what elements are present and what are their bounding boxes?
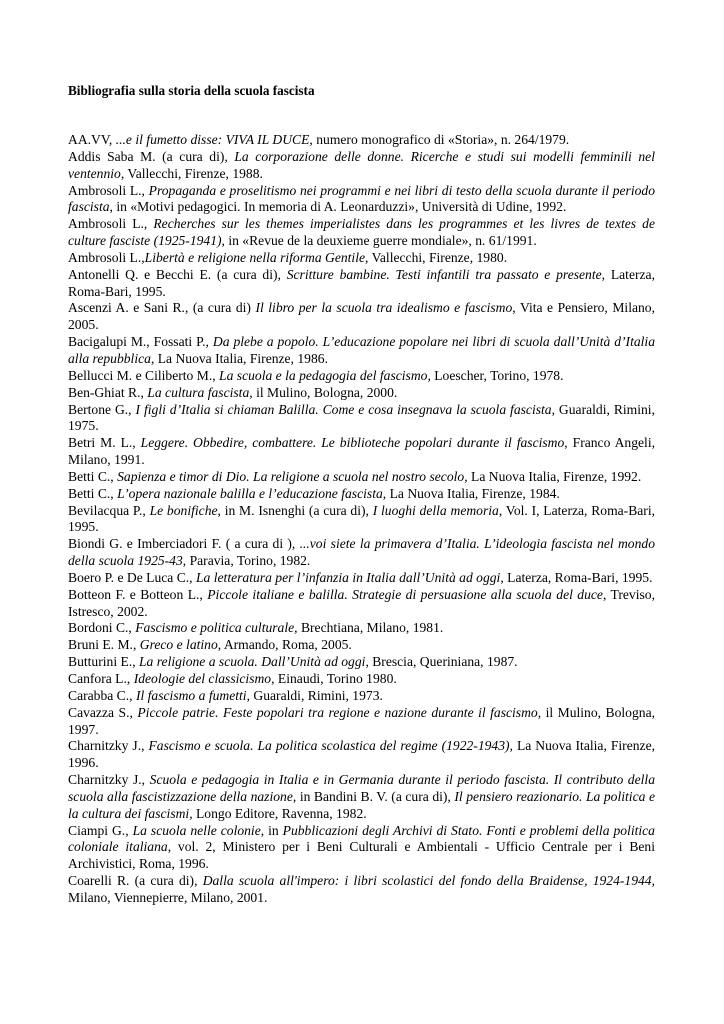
- entry-text: , in: [260, 822, 283, 838]
- entry-text: Carabba C.,: [68, 687, 136, 703]
- entry-title-italic: L’opera nazionale balilla e l’educazione fascista: [117, 485, 383, 501]
- bibliography-entry: [68, 705, 655, 739]
- entry-text: , La Nuova Italia, Firenze, 1984.: [382, 485, 560, 501]
- entry-text: , Vallecchi, Firenze, 1988.: [120, 165, 263, 181]
- entry-title-italic: Scuola e pedagogia in Italia e in Germania durante il periodo fascista. Il contributo della scuola alla fascistizzazione della nazione: [68, 772, 655, 804]
- entry-text: , Franco Angeli, Milano, 1991.: [68, 435, 655, 468]
- entry-text: Bruni E. M.,: [68, 637, 140, 653]
- bibliography-entry: [68, 368, 655, 385]
- entry-title-italic: La scuola nelle colonie: [132, 822, 261, 838]
- entry-text: Bevilacqua P.,: [68, 502, 150, 518]
- bibliography-entry: [68, 250, 655, 267]
- entry-text: , Brescia, Queriniana, 1987.: [365, 654, 518, 670]
- bibliography-entry: [68, 486, 655, 503]
- entry-title-italic: Scritture bambine. Testi infantili tra passato e presente: [286, 266, 602, 282]
- entry-title-italic: Il pensiero reazionario. La politica e la cultura dei fascismi: [68, 788, 655, 821]
- entry-text: Ambrosoli L.,: [68, 249, 145, 265]
- entry-text: , Treviso, Istresco, 2002.: [68, 586, 655, 619]
- entry-text: Ascenzi A. e Sani R., (a cura di): [68, 300, 256, 316]
- entry-text: , Einaudi, Torino 1980.: [271, 671, 397, 686]
- entry-text: , Vita e Pensiero, Milano, 2005.: [68, 300, 655, 333]
- entry-text: , La Nuova Italia, Firenze, 1986.: [150, 350, 328, 366]
- entry-text: , Milano, Viennepierre, Milano, 2001.: [68, 873, 655, 905]
- bibliography-entry: [68, 654, 655, 671]
- entry-title-italic: Recherches sur les themes imperialistes dans les programmes et les livres de textes de culture fasciste (1925-1941): [68, 216, 655, 249]
- bibliography-entry: [68, 671, 655, 688]
- entry-title-italic: La letteratura per l’infanzia in Italia dall’Unità ad oggi: [195, 569, 501, 585]
- entry-text: , Paravia, Torino, 1982.: [182, 553, 311, 569]
- bibliography-entry: [68, 334, 655, 368]
- entry-text: Ciampi G.,: [68, 822, 133, 838]
- entry-text: Charnitzky J.,: [68, 772, 150, 788]
- entry-text: , in «Motivi pedagogici. In memoria di A. Leonarduzzi», Università di Udine, 1992.: [109, 199, 567, 215]
- entry-text: Ambrosoli L.,: [68, 216, 154, 232]
- entry-title-italic: ...voi siete la primavera d’Italia. L’ideologia fascista nel mondo della scuola 1925-43: [68, 536, 655, 569]
- bibliography-entry: [68, 267, 655, 301]
- entry-text: , Guaraldi, Rimini, 1973.: [246, 687, 383, 703]
- entry-text: Betti C.,: [68, 485, 118, 501]
- bibliography-entry: [68, 823, 655, 874]
- entry-text: Charnitzky J.,: [68, 738, 149, 754]
- bibliography-entry: [68, 469, 655, 486]
- bibliography-entry: [68, 570, 655, 587]
- entry-text: Biondi G. e Imberciadori F. ( a cura di ),: [68, 536, 300, 552]
- entry-title-italic: Le bonifiche: [149, 502, 218, 518]
- entry-text: Cavazza S.,: [68, 704, 138, 720]
- entry-title-italic: La corporazione delle donne. Ricerche e studi sui modelli femminili nel ventennio: [68, 148, 655, 181]
- entry-text: Addis Saba M. (a cura di),: [68, 148, 235, 164]
- entry-title-italic: Leggere. Obbedire, combattere. Le biblioteche popolari durante il fascismo: [140, 435, 565, 451]
- bibliography-entry: [68, 772, 655, 823]
- bibliography-entry: [68, 385, 655, 402]
- entry-title-italic: Fascismo e politica culturale,: [135, 620, 298, 636]
- entry-text: , Laterza, Roma-Bari, 1995.: [500, 569, 653, 585]
- entry-text: Brechtiana, Milano, 1981.: [297, 620, 444, 636]
- entry-title-italic: Pubblicazioni degli Archivi di Stato. Fonti e problemi della politica coloniale italiana: [68, 822, 655, 855]
- entry-title-italic: Il libro per la scuola tra idealismo e fascismo: [255, 300, 513, 316]
- entry-text: Coarelli R. (a cura di),: [68, 873, 203, 889]
- entry-title-italic: La scuola e la pedagogia del fascismo: [219, 367, 428, 383]
- entry-text: Bacigalupi M., Fossati P.,: [68, 334, 213, 350]
- bibliography-entry: [68, 132, 655, 149]
- entry-text: , Vol. I, Laterza, Roma-Bari, 1995.: [68, 502, 656, 535]
- bibliography-entry: [68, 216, 655, 250]
- bibliography-entry: [68, 637, 655, 654]
- entry-text: , Guaraldi, Rimini, 1975.: [68, 401, 655, 434]
- bibliography-entry: [68, 873, 655, 907]
- bibliography-entry: [68, 503, 655, 537]
- bibliography-entry: [68, 738, 655, 772]
- entry-text: , Laterza, Roma-Bari, 1995.: [68, 266, 655, 299]
- entry-text: Antonelli Q. e Becchi E. (a cura di),: [68, 266, 287, 282]
- entry-title-italic: Propaganda e proselitismo nei programmi e nei libri di testo della scuola durante il periodo fascista: [68, 182, 655, 215]
- entry-text: , in «Revue de la deuxieme guerre mondiale», n. 61/1991.: [221, 233, 537, 249]
- entry-title-italic: Sapienza e timor di Dio. La religione a scuola nel nostro secolo: [117, 468, 465, 484]
- entry-title-italic: I figli d’Italia si chiaman Balilla. Come e cosa insegnava la scuola fascista: [135, 401, 552, 417]
- bibliography-entry: [68, 402, 655, 436]
- entry-text: AA.VV,: [68, 132, 116, 147]
- entry-text: Bertone G.,: [68, 401, 136, 417]
- entry-text: , Loescher, Torino, 1978.: [427, 367, 564, 383]
- entry-title-italic: Il fascismo a fumetti: [135, 687, 247, 703]
- entry-title-italic: Da plebe a popolo. L’educazione popolare nei libri di scuola dall’Unità d’Italia alla repubblica: [68, 334, 655, 366]
- entry-text: Butturini E.,: [68, 654, 139, 670]
- entry-text: Botteon F. e Botteon L.,: [68, 586, 208, 602]
- entry-text: , in Bandini B. V. (a cura di),: [292, 788, 455, 804]
- entry-title-italic: Piccole italiane e balilla. Strategie di persuasione alla scuola del duce: [207, 586, 603, 602]
- entry-title-italic: Greco e latino: [139, 637, 218, 653]
- bibliography-entry: [68, 587, 655, 621]
- entry-text: , vol. 2, Ministero per i Beni Culturali e Ambientali - Ufficio Centrale per i Beni Archivistici, Roma, 1996.: [68, 839, 655, 872]
- bibliography-entry: [68, 620, 655, 637]
- entry-text: Bellucci M. e Ciliberto M.,: [68, 367, 220, 383]
- document-page: [68, 82, 655, 907]
- entry-text: , Armando, Roma, 2005.: [217, 637, 352, 653]
- entry-title-italic: La cultura fascista: [147, 384, 250, 400]
- entry-text: , Vallecchi, Firenze, 1980.: [365, 249, 508, 265]
- entry-title-italic: ...e il fumetto disse: VIVA IL DUCE: [115, 132, 310, 147]
- bibliography-entry: [68, 300, 655, 334]
- entry-text: , numero monografico di «Storia», n. 264/1979.: [309, 132, 570, 147]
- bibliography-entry: [68, 536, 655, 570]
- bibliography-entry: [68, 435, 655, 469]
- entry-text: Betti C.,: [68, 468, 118, 484]
- entry-text: Betri M. L.,: [68, 435, 141, 451]
- entry-text: Ben-Ghiat R.,: [68, 384, 148, 400]
- entry-text: Bordoni C.,: [68, 620, 136, 636]
- bibliography-entry: [68, 149, 655, 183]
- document-title: Bibliografia sulla storia della scuola fascista: [68, 83, 315, 98]
- entry-text: , il Mulino, Bologna, 1997.: [68, 704, 655, 737]
- entry-text: Canfora L.,: [68, 671, 134, 686]
- bibliography-entry: [68, 183, 655, 217]
- entry-title-italic: I luoghi della memoria: [372, 502, 499, 518]
- entry-title-italic: La religione a scuola. Dall’Unità ad oggi: [139, 654, 366, 670]
- entry-text: La Nuova Italia, Firenze, 1996.: [68, 738, 655, 771]
- bibliography-list: [68, 132, 655, 907]
- entry-text: Ambrosoli L.,: [68, 182, 149, 198]
- entry-title-italic: Dalla scuola all'impero: i libri scolastici del fondo della Braidense, 1924-1944: [202, 873, 652, 889]
- entry-text: , in M. Isnenghi (a cura di),: [217, 502, 373, 518]
- entry-title-italic: Libertà e religione nella riforma Gentile: [144, 249, 366, 265]
- entry-title-italic: Piccole patrie. Feste popolari tra regione e nazione durante il fascismo: [137, 704, 538, 720]
- entry-text: , La Nuova Italia, Firenze, 1992.: [464, 468, 642, 484]
- entry-title-italic: Ideologie del classicismo: [133, 671, 272, 686]
- entry-text: , Longo Editore, Ravenna, 1982.: [189, 805, 367, 821]
- entry-text: Boero P. e De Luca C.,: [68, 569, 196, 585]
- entry-text: , il Mulino, Bologna, 2000.: [249, 384, 398, 400]
- entry-title-italic: Fascismo e scuola. La politica scolastica del regime (1922-1943),: [148, 738, 513, 754]
- bibliography-entry: [68, 688, 655, 705]
